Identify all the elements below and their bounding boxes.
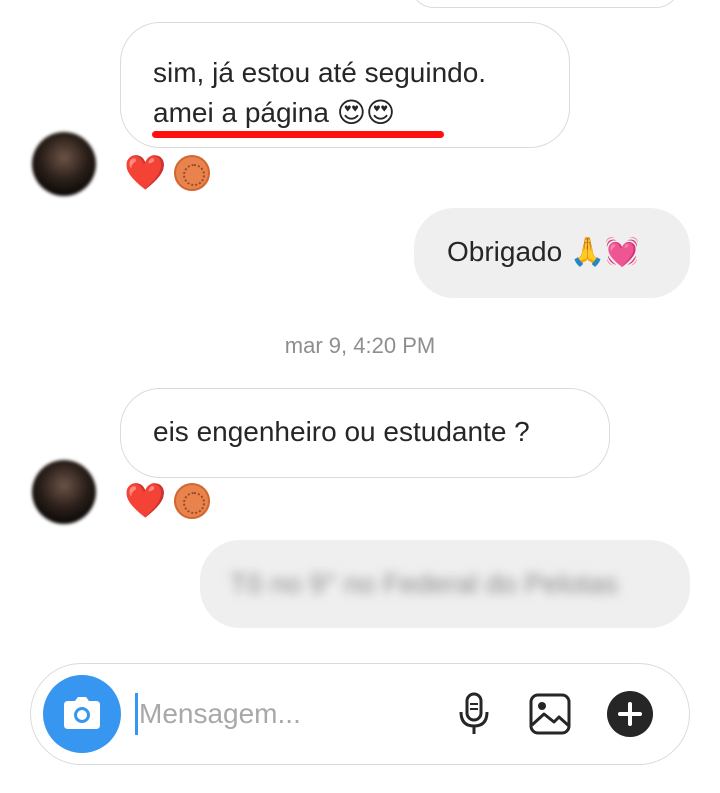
camera-icon [62,697,102,731]
gallery-icon [528,692,572,736]
heart-icon: ❤️ [124,154,167,192]
microphone-icon [458,692,490,736]
timestamp: mar 9, 4:20 PM [284,333,436,358]
message-text: Obrigado [447,236,563,267]
message-reactions[interactable] [124,483,210,519]
sticker-icon [174,483,210,519]
message-reactions[interactable] [124,155,210,191]
plus-icon [606,690,654,738]
avatar[interactable] [32,460,96,524]
red-underline-mark [152,131,444,138]
gallery-button[interactable] [525,689,575,739]
message-composer [30,663,690,765]
avatar[interactable] [32,132,96,196]
previous-message-bubble [410,0,680,8]
pray-heart-emoji: 🙏💓 [569,236,640,267]
incoming-message-bubble[interactable] [120,22,570,148]
message-input[interactable] [137,690,429,738]
sticker-icon [174,155,210,191]
outgoing-message-bubble[interactable] [414,208,690,298]
message-text: sim, já estou até seguindo. [153,57,487,88]
message-text: eis engenheiro ou estudante ? [153,416,530,447]
heart-icon: ❤️ [124,482,167,520]
message-text: Tô no 9° no Federal do Pelotas [230,568,618,599]
outgoing-message-bubble[interactable] [200,540,690,628]
microphone-button[interactable] [449,689,499,739]
heart-eyes-emoji: 😍😍 [336,97,396,128]
message-text-line-2 [153,93,395,133]
camera-button[interactable] [43,675,121,753]
incoming-message-bubble[interactable] [120,388,610,478]
underlined-text: amei a página [153,97,329,128]
plus-button[interactable] [605,689,655,739]
